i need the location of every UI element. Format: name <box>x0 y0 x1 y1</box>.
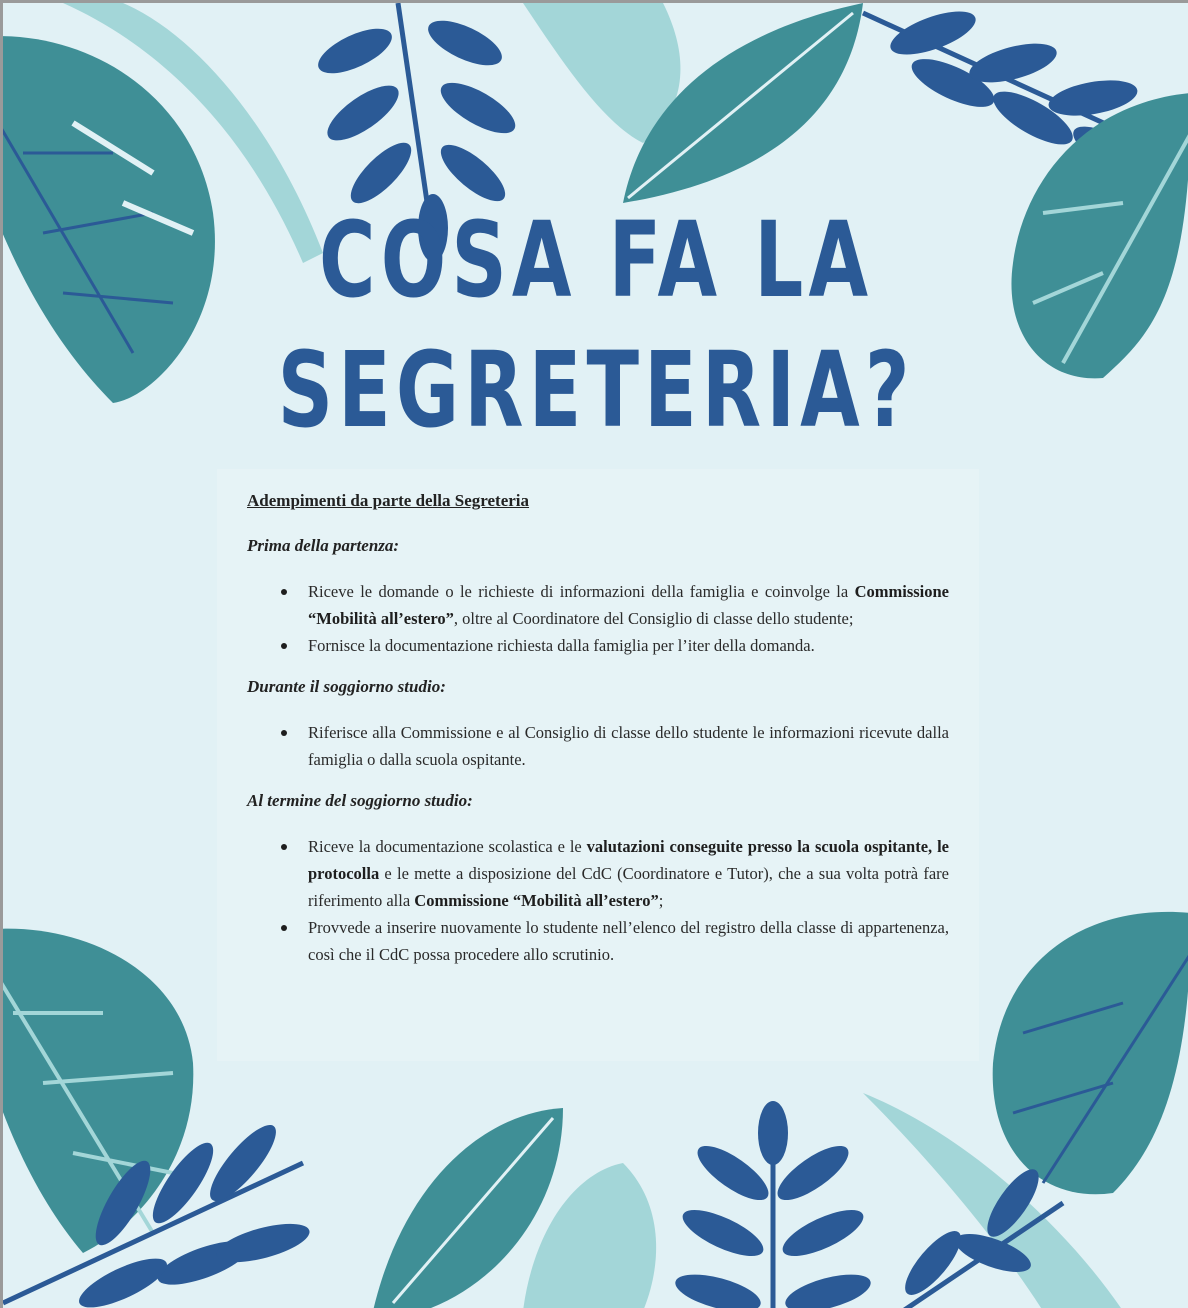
list-during <box>247 719 949 773</box>
list-item: Riceve le domande o le richieste di informazioni della famiglia e coinvolge la Commissione “Mobilità all’estero”, oltre al Coordinatore del Consiglio di classe dello studente; <box>308 578 949 632</box>
section-title-during: Durante il soggiorno studio: <box>247 677 446 696</box>
list-item: Provvede a inserire nuovamente lo studente nell’elenco del registro della classe di appartenenza, così che il CdC possa procedere allo scrutinio. <box>308 914 949 968</box>
monstera-leaf-icon <box>993 912 1188 1194</box>
list-item: Riferisce alla Commissione e al Consiglio di classe dello studente le informazioni ricevute dalla famiglia o dalla scuola ospitante. <box>308 719 949 773</box>
list-item: Riceve la documentazione scolastica e le valutazioni conseguite presso la scuola ospitante, le protocolla e le mette a disposizione del CdC (Coordinatore e Tutor), che a sua volta potrà fare riferimento alla Commissione “Mobilità all’estero”; <box>308 833 949 914</box>
list-after <box>247 833 949 968</box>
content-card <box>217 469 979 1061</box>
list-item: Fornisce la documentazione richiesta dalla famiglia per l’iter della domanda. <box>308 632 949 659</box>
title-line-1: COSA FA LA <box>319 199 874 321</box>
section-heading: Adempimenti da parte della Segreteria <box>247 491 530 510</box>
title-line-2: SEGRETERIA? <box>277 329 915 451</box>
section-title-after: Al termine del soggiorno studio: <box>247 791 473 810</box>
blue-branch-icon <box>672 1101 875 1308</box>
list-before <box>247 578 949 659</box>
page-title <box>158 195 1035 455</box>
section-title-before: Prima della partenza: <box>247 536 400 555</box>
